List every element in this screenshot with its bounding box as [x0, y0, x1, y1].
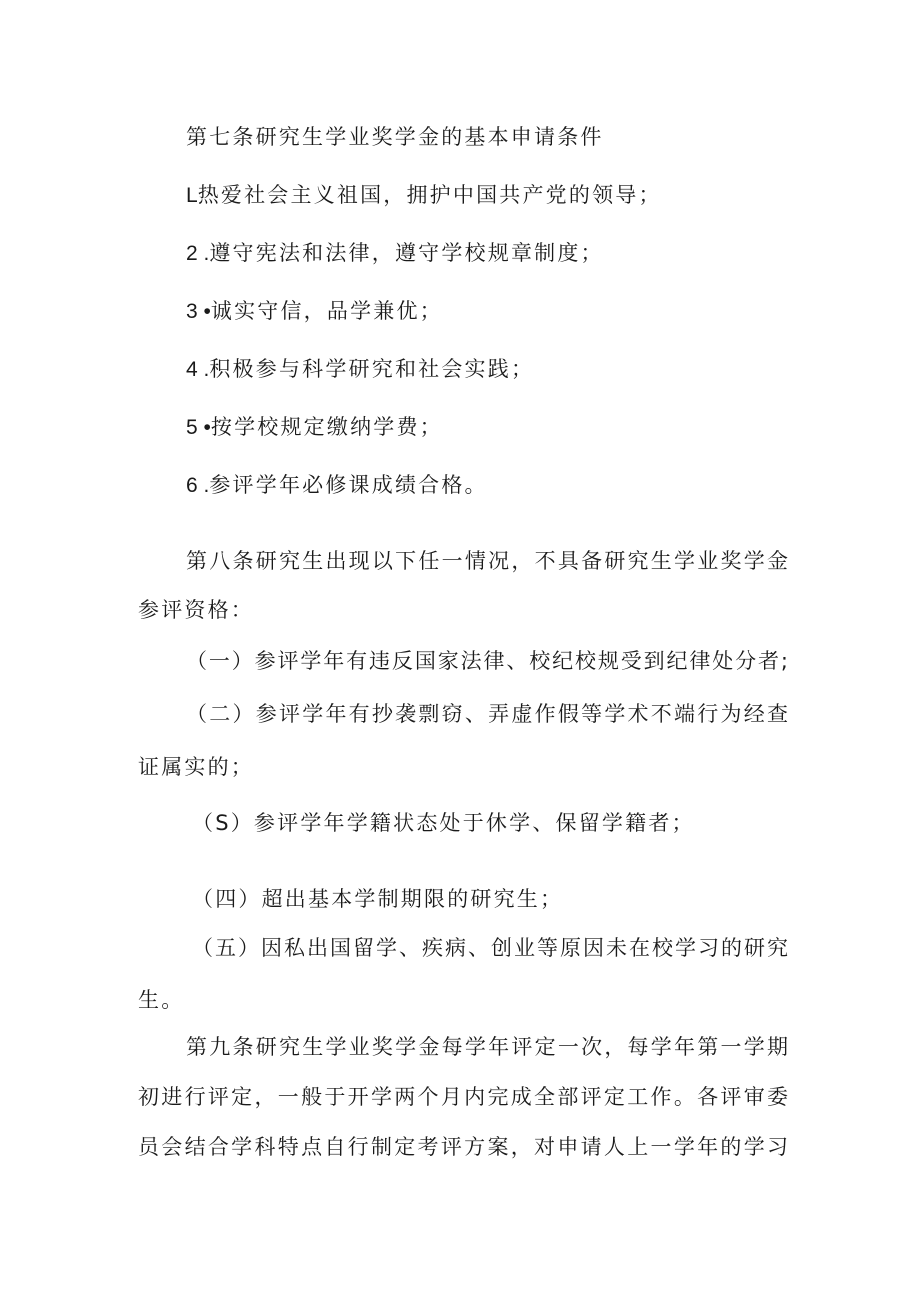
item-text: 积极参与科学研究和社会实践；: [209, 357, 535, 381]
article7-item-5: [186, 414, 443, 441]
item-text: 遵守宪法和法律，遵守学校规章制度；: [209, 241, 604, 265]
article7-item-2: [186, 240, 604, 267]
article8-item-4: （四）超出基本学制期限的研究生；: [192, 887, 564, 911]
article9-line-2: 初进行评定，一般于开学两个月内完成全部评定工作。各评审委: [138, 1085, 788, 1109]
item-text: 热爱社会主义祖国，拥护中国共产党的领导；: [197, 183, 662, 207]
item-text: 按学校规定缴纳学费；: [210, 415, 443, 439]
article9-line-3: 员会结合学科特点自行制定考评方案，对申请人上一学年的学习: [138, 1135, 788, 1159]
article8-item-3: （S）参评学年学籍状态处于休学、保留学籍者；: [192, 811, 695, 835]
article8-item-1: （一）参评学年有违反国家法律、校纪校规受到纪律处分者;: [186, 649, 788, 673]
article8-item-2-line-2: 证属实的；: [138, 755, 254, 779]
article9-line-1: 第九条研究生学业奖学金每学年评定一次，每学年第一学期: [186, 1035, 788, 1059]
item-number: 3 •: [186, 300, 211, 323]
article8-line-2: 参评资格：: [138, 598, 254, 622]
item-number: L: [186, 184, 198, 207]
item-number: 5 •: [186, 416, 211, 439]
item-number: 6 .: [186, 474, 210, 497]
article8-item-2-line-1: （二）参评学年有抄袭剽窃、弄虚作假等学术不端行为经查: [186, 702, 788, 726]
item-number: 2 .: [186, 242, 210, 265]
article8-line-1: 第八条研究生出现以下任一情况，不具备研究生学业奖学金: [186, 549, 788, 573]
article7-item-3: [186, 298, 443, 325]
article7-item-6: [186, 472, 488, 499]
item-number: 4 .: [186, 358, 210, 381]
article8-item-5-line-1: （五）因私出国留学、疾病、创业等原因未在校学习的研究: [192, 936, 788, 960]
article7-item-1: [186, 182, 662, 209]
item-text: 诚实守信，品学兼优；: [210, 299, 443, 323]
article8-item-5-line-2: 生。: [138, 988, 185, 1012]
article7-item-4: [186, 356, 534, 383]
item-text: 参评学年必修课成绩合格。: [209, 473, 488, 497]
article7-title: 第七条研究生学业奖学金的基本申请条件: [186, 125, 604, 149]
